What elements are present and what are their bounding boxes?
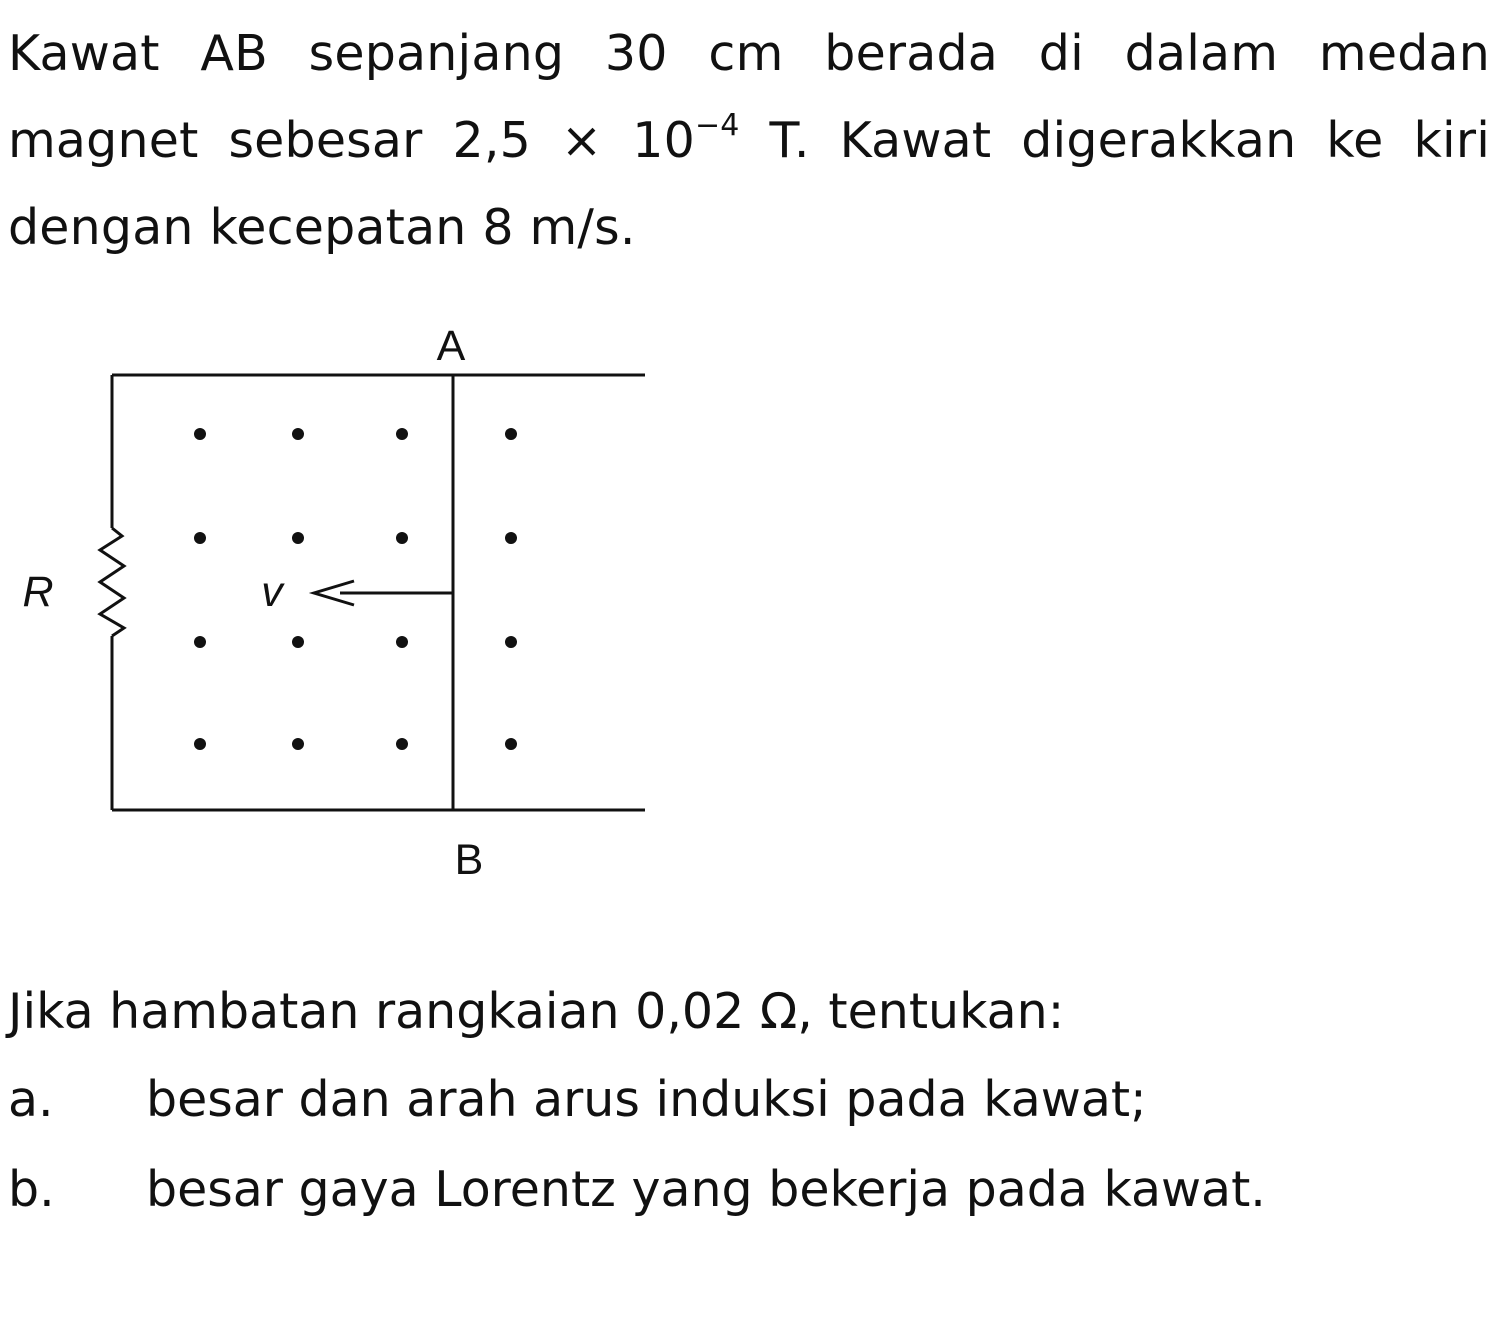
- problem-text-main: Kawat AB sepanjang 30 cm berada di dalam medan magnet sebesar 2,5 × 10: [8, 25, 1490, 169]
- field-dot-icon: [194, 738, 206, 750]
- magnetic-field: [194, 428, 517, 750]
- exponent: −4: [694, 108, 740, 143]
- problem-statement: [8, 10, 1490, 271]
- label-a: A: [436, 322, 466, 370]
- field-dot-icon: [505, 636, 517, 648]
- field-dot-icon: [292, 738, 304, 750]
- field-dot-icon: [194, 428, 206, 440]
- item-text: besar gaya Lorentz yang bekerja pada kawat.: [146, 1161, 1266, 1218]
- question-item-a: [8, 1056, 1490, 1143]
- field-dot-icon: [292, 428, 304, 440]
- field-dot-icon: [194, 636, 206, 648]
- field-dot-icon: [292, 636, 304, 648]
- resistor-icon: [100, 528, 124, 636]
- field-dot-icon: [396, 738, 408, 750]
- circuit-diagram: [0, 300, 720, 920]
- field-dot-icon: [292, 532, 304, 544]
- problem-text-end: T. Kawat digerakkan ke kiri dengan kecepatan 8 m/s.: [8, 112, 1491, 256]
- field-dot-icon: [505, 532, 517, 544]
- field-dot-icon: [505, 738, 517, 750]
- item-text: besar dan arah arus induksi pada kawat;: [146, 1071, 1147, 1128]
- question-item-b: [8, 1146, 1490, 1234]
- field-dot-icon: [396, 532, 408, 544]
- field-dot-icon: [194, 532, 206, 544]
- label-b: B: [454, 836, 484, 884]
- field-dot-icon: [505, 428, 517, 440]
- field-dot-icon: [396, 428, 408, 440]
- question-intro: Jika hambatan rangkaian 0,02 Ω, tentukan:: [8, 983, 1065, 1040]
- label-r: R: [22, 568, 54, 616]
- item-letter: a.: [8, 1071, 54, 1128]
- label-v: v: [261, 568, 283, 616]
- field-dot-icon: [396, 636, 408, 648]
- item-letter: b.: [8, 1161, 55, 1218]
